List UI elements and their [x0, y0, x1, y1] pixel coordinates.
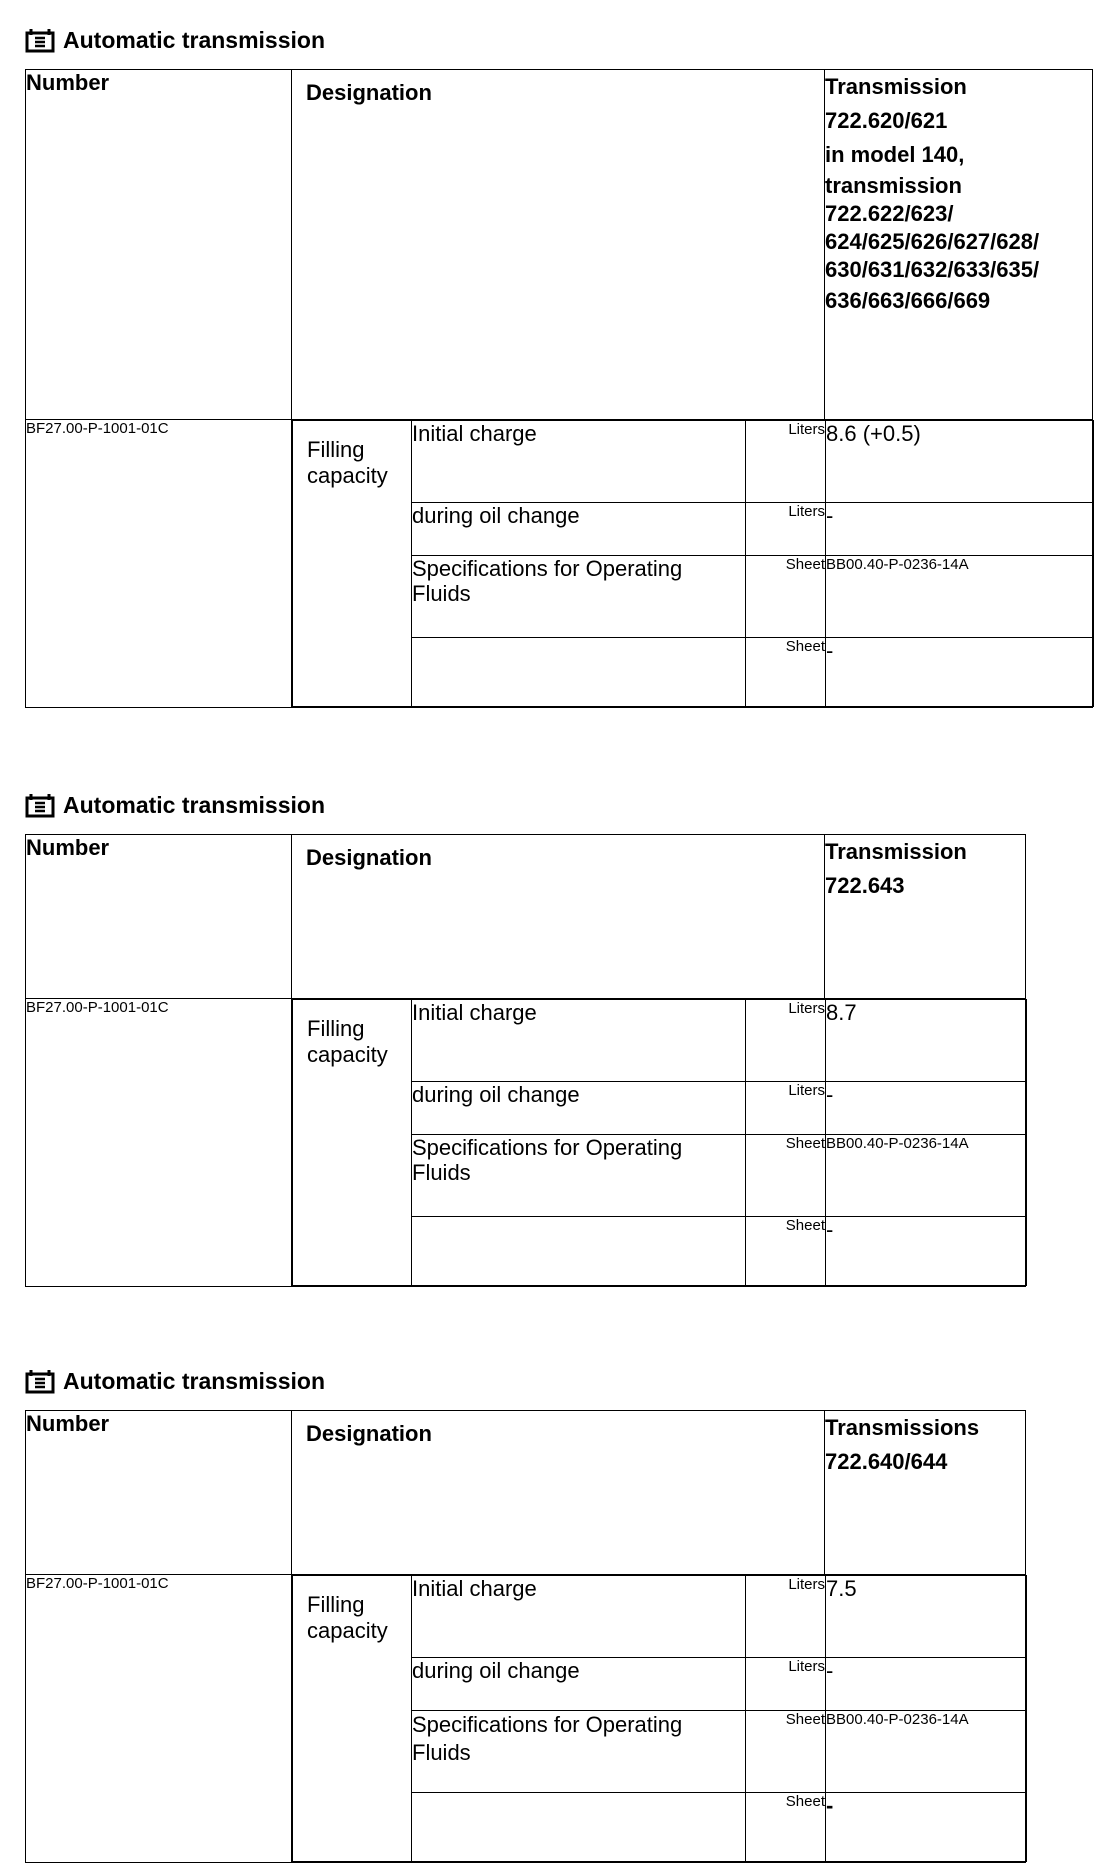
item-label: Specifications for Operating Fluids — [412, 1711, 746, 1793]
transmission-line: in model 140, — [825, 142, 965, 167]
document-list-icon — [25, 1368, 55, 1394]
item-value: - — [826, 1658, 1027, 1711]
item-value: - — [826, 1082, 1027, 1135]
item-label — [412, 638, 746, 707]
transmission-line: Transmissions — [825, 1415, 980, 1440]
transmission-line: 636/663/666/669 — [825, 288, 991, 313]
designation-header: Designation — [292, 70, 825, 420]
number-header: Number — [26, 70, 292, 420]
filling-capacity-label: Filling capacity — [293, 1576, 412, 1862]
filling-capacity-table — [292, 999, 1027, 1286]
item-label: during oil change — [412, 1658, 746, 1711]
item-value: 8.6 (+0.5) — [826, 421, 1094, 503]
section-heading — [25, 1366, 1026, 1396]
item-unit: Sheet — [746, 556, 826, 638]
designation-body — [292, 1575, 1026, 1863]
section-1 — [25, 25, 1093, 708]
transmission-header — [825, 70, 1093, 420]
item-label: Specifications for Operating Fluids — [412, 556, 746, 638]
item-label: during oil change — [412, 1082, 746, 1135]
section-heading — [25, 25, 1093, 55]
number-code: BF27.00-P-1001-01C — [26, 420, 292, 708]
item-label: during oil change — [412, 503, 746, 556]
item-label: Initial charge — [412, 1000, 746, 1082]
item-label: Specifications for Operating Fluids — [412, 1135, 746, 1217]
designation-body — [292, 999, 1026, 1287]
item-value: BB00.40-P-0236-14A — [826, 1135, 1027, 1217]
transmission-line: 722.620/621 — [825, 108, 948, 133]
document-list-icon — [25, 792, 55, 818]
item-label: Initial charge — [412, 1576, 746, 1658]
designation-header: Designation — [292, 835, 825, 999]
designation-body — [292, 420, 1093, 708]
transmission-header — [825, 1411, 1026, 1575]
item-value: - — [826, 1793, 1027, 1862]
number-code: BF27.00-P-1001-01C — [26, 999, 292, 1287]
spec-table — [25, 834, 1026, 1287]
spec-table — [25, 69, 1093, 708]
number-code: BF27.00-P-1001-01C — [26, 1575, 292, 1863]
item-unit: Liters — [746, 1576, 826, 1658]
item-value: BB00.40-P-0236-14A — [826, 556, 1094, 638]
section-title: Automatic transmission — [63, 1367, 325, 1394]
transmission-line: 630/631/632/633/635/ — [825, 257, 1040, 282]
designation-header: Designation — [292, 1411, 825, 1575]
item-label: Initial charge — [412, 421, 746, 503]
item-unit: Sheet — [746, 1711, 826, 1793]
item-unit: Liters — [746, 421, 826, 503]
item-value: 8.7 — [826, 1000, 1027, 1082]
item-unit: Liters — [746, 503, 826, 556]
section-title: Automatic transmission — [63, 26, 325, 53]
document-list-icon — [25, 27, 55, 53]
item-value: 7.5 — [826, 1576, 1027, 1658]
section-title: Automatic transmission — [63, 791, 325, 818]
item-unit: Liters — [746, 1082, 826, 1135]
item-label — [412, 1217, 746, 1286]
filling-capacity-table — [292, 1575, 1027, 1862]
section-2 — [25, 790, 1026, 1287]
section-heading — [25, 790, 1026, 820]
item-unit: Sheet — [746, 1793, 826, 1862]
spec-table — [25, 1410, 1026, 1863]
transmission-line: Transmission — [825, 74, 967, 99]
item-value: - — [826, 638, 1094, 707]
item-unit: Sheet — [746, 638, 826, 707]
section-3 — [25, 1366, 1026, 1863]
item-unit: Sheet — [746, 1217, 826, 1286]
filling-capacity-label: Filling capacity — [293, 421, 412, 707]
filling-capacity-label: Filling capacity — [293, 1000, 412, 1286]
number-header: Number — [26, 835, 292, 999]
item-unit: Liters — [746, 1658, 826, 1711]
item-label — [412, 1793, 746, 1862]
number-header: Number — [26, 1411, 292, 1575]
item-value: BB00.40-P-0236-14A — [826, 1711, 1027, 1793]
transmission-header — [825, 835, 1026, 999]
transmission-line: Transmission — [825, 839, 967, 864]
item-value: - — [826, 1217, 1027, 1286]
transmission-line: 722.640/644 — [825, 1449, 948, 1474]
item-value: - — [826, 503, 1094, 556]
filling-capacity-table — [292, 420, 1094, 707]
transmission-line: 722.622/623/ — [825, 201, 954, 226]
transmission-line: 624/625/626/627/628/ — [825, 229, 1040, 254]
transmission-line: 722.643 — [825, 873, 905, 898]
item-unit: Liters — [746, 1000, 826, 1082]
transmission-line: transmission — [825, 173, 962, 198]
item-unit: Sheet — [746, 1135, 826, 1217]
